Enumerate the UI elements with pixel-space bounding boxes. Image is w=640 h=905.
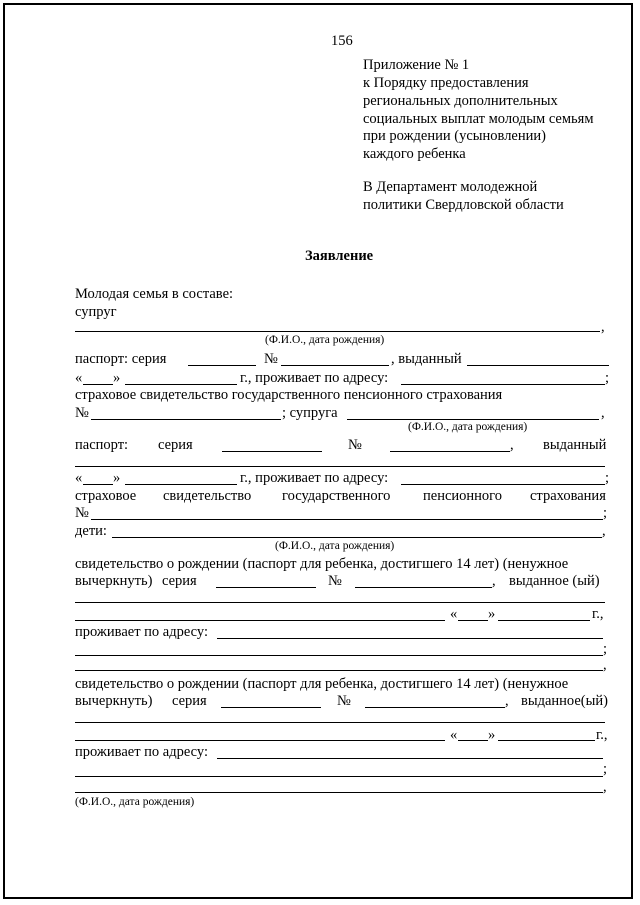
wife-address-field[interactable] (401, 484, 605, 485)
issued-label: , выданный (391, 351, 462, 367)
number-sign: № (337, 693, 351, 709)
intro-text: Молодая семья в составе: (75, 286, 234, 302)
addressee-line-1: В Департамент молодежной (363, 179, 538, 195)
fio-hint: (Ф.И.О., дата рождения) (275, 540, 395, 552)
child2-address-field[interactable] (217, 758, 603, 759)
series-label: серия (158, 437, 193, 453)
year-lives-label: г., проживает по адресу: (240, 470, 389, 486)
children-label: дети: (75, 523, 107, 539)
wife-month-field[interactable] (125, 484, 237, 485)
passport-issued-field[interactable] (467, 365, 609, 366)
appendix-line-3: региональных дополнительных (363, 93, 558, 109)
issued-label: выданный (543, 437, 607, 453)
child1-month-field[interactable] (498, 620, 590, 621)
cross-out-label: вычеркнуть) (75, 573, 153, 589)
child2-address-field-2[interactable] (75, 776, 603, 777)
issue-day-field[interactable] (83, 384, 113, 385)
wife-series-field[interactable] (222, 451, 322, 452)
passport-series-field[interactable] (188, 365, 256, 366)
wife-day-field[interactable] (83, 484, 113, 485)
fio-hint: (Ф.И.О., дата рождения) (408, 421, 528, 433)
issued-label: выданное (ый) (509, 573, 600, 589)
addressee-line-2: политики Свердловской области (363, 197, 564, 213)
issue-month-field[interactable] (125, 384, 237, 385)
quote-open: « (450, 606, 458, 622)
quote-close: » (488, 606, 496, 622)
child1-series-field[interactable] (216, 587, 316, 588)
birth-cert-label: свидетельство о рождении (паспорт для ребенка, достигшего 14 лет) (ненужное (75, 556, 569, 572)
passport-number-field[interactable] (281, 365, 389, 366)
insurance-label: страховое свидетельство государственного пенсионного страхования (75, 387, 503, 403)
lives-label: проживает по адресу: (75, 744, 208, 760)
passport-label: паспорт: (75, 437, 129, 453)
child2-issued-field-2[interactable] (75, 740, 445, 741)
child1-number-field[interactable] (355, 587, 492, 588)
fio-hint: (Ф.И.О., дата рождения) (265, 334, 385, 346)
series-label: серия (162, 573, 197, 589)
husband-fio-field[interactable] (75, 331, 600, 332)
cross-out-label: вычеркнуть) (75, 693, 153, 709)
passport-label: паспорт: серия (75, 351, 167, 367)
child2-series-field[interactable] (221, 707, 321, 708)
year-label: г., (592, 606, 604, 622)
wife-insurance-field[interactable] (91, 519, 603, 520)
child2-number-field[interactable] (365, 707, 505, 708)
wife-issued-field[interactable] (75, 466, 605, 467)
number-sign: № (75, 505, 89, 521)
insurance-word: государственного (282, 488, 391, 504)
quote-open: « (450, 727, 458, 743)
insurance-word: страхования (530, 488, 606, 504)
appendix-line-1: Приложение № 1 (363, 57, 470, 73)
number-sign: № (348, 437, 362, 453)
wife-label: ; супруга (282, 405, 338, 421)
appendix-line-2: к Порядку предоставления (363, 75, 529, 91)
address-field[interactable] (401, 384, 605, 385)
quote-open: « (75, 470, 83, 486)
document-title: Заявление (305, 248, 374, 264)
year-label: г., (596, 727, 608, 743)
appendix-line-4: социальных выплат молодым семьям (363, 111, 594, 127)
child1-issued-field-2[interactable] (75, 620, 445, 621)
insurance-word: страховое (75, 488, 137, 504)
appendix-line-5: при рождении (усыновлении) (363, 128, 546, 144)
page-number: 156 (331, 33, 353, 49)
child2-day-field[interactable] (458, 740, 488, 741)
wife-fio-field[interactable] (347, 419, 599, 420)
child1-address-field[interactable] (217, 638, 603, 639)
husband-label: супруг (75, 304, 117, 320)
fio-hint: (Ф.И.О., дата рождения) (75, 796, 195, 808)
issued-label: выданное(ый) (521, 693, 608, 709)
insurance-number-field[interactable] (91, 419, 281, 420)
child2-fio-field[interactable] (75, 792, 603, 793)
year-lives-label: г., проживает по адресу: (240, 370, 389, 386)
number-sign: № (328, 573, 342, 589)
child2-month-field[interactable] (498, 740, 595, 741)
child1-issued-field[interactable] (75, 602, 605, 603)
child1-fio-field[interactable] (75, 670, 603, 671)
birth-cert-label: свидетельство о рождении (паспорт для ребенка, достигшего 14 лет) (ненужное (75, 676, 569, 692)
quote-close: » (113, 470, 121, 486)
child1-address-field-2[interactable] (75, 655, 603, 656)
number-sign: № (75, 405, 89, 421)
insurance-word: свидетельство (163, 488, 252, 504)
child2-issued-field[interactable] (75, 722, 605, 723)
children-fio-field[interactable] (112, 537, 602, 538)
child1-day-field[interactable] (458, 620, 488, 621)
insurance-word: пенсионного (423, 488, 503, 504)
series-label: серия (172, 693, 207, 709)
appendix-line-6: каждого ребенка (363, 146, 466, 162)
quote-open: « (75, 370, 83, 386)
quote-close: » (113, 370, 121, 386)
wife-number-field[interactable] (390, 451, 510, 452)
lives-label: проживает по адресу: (75, 624, 208, 640)
number-sign: № (264, 351, 278, 367)
quote-close: » (488, 727, 496, 743)
